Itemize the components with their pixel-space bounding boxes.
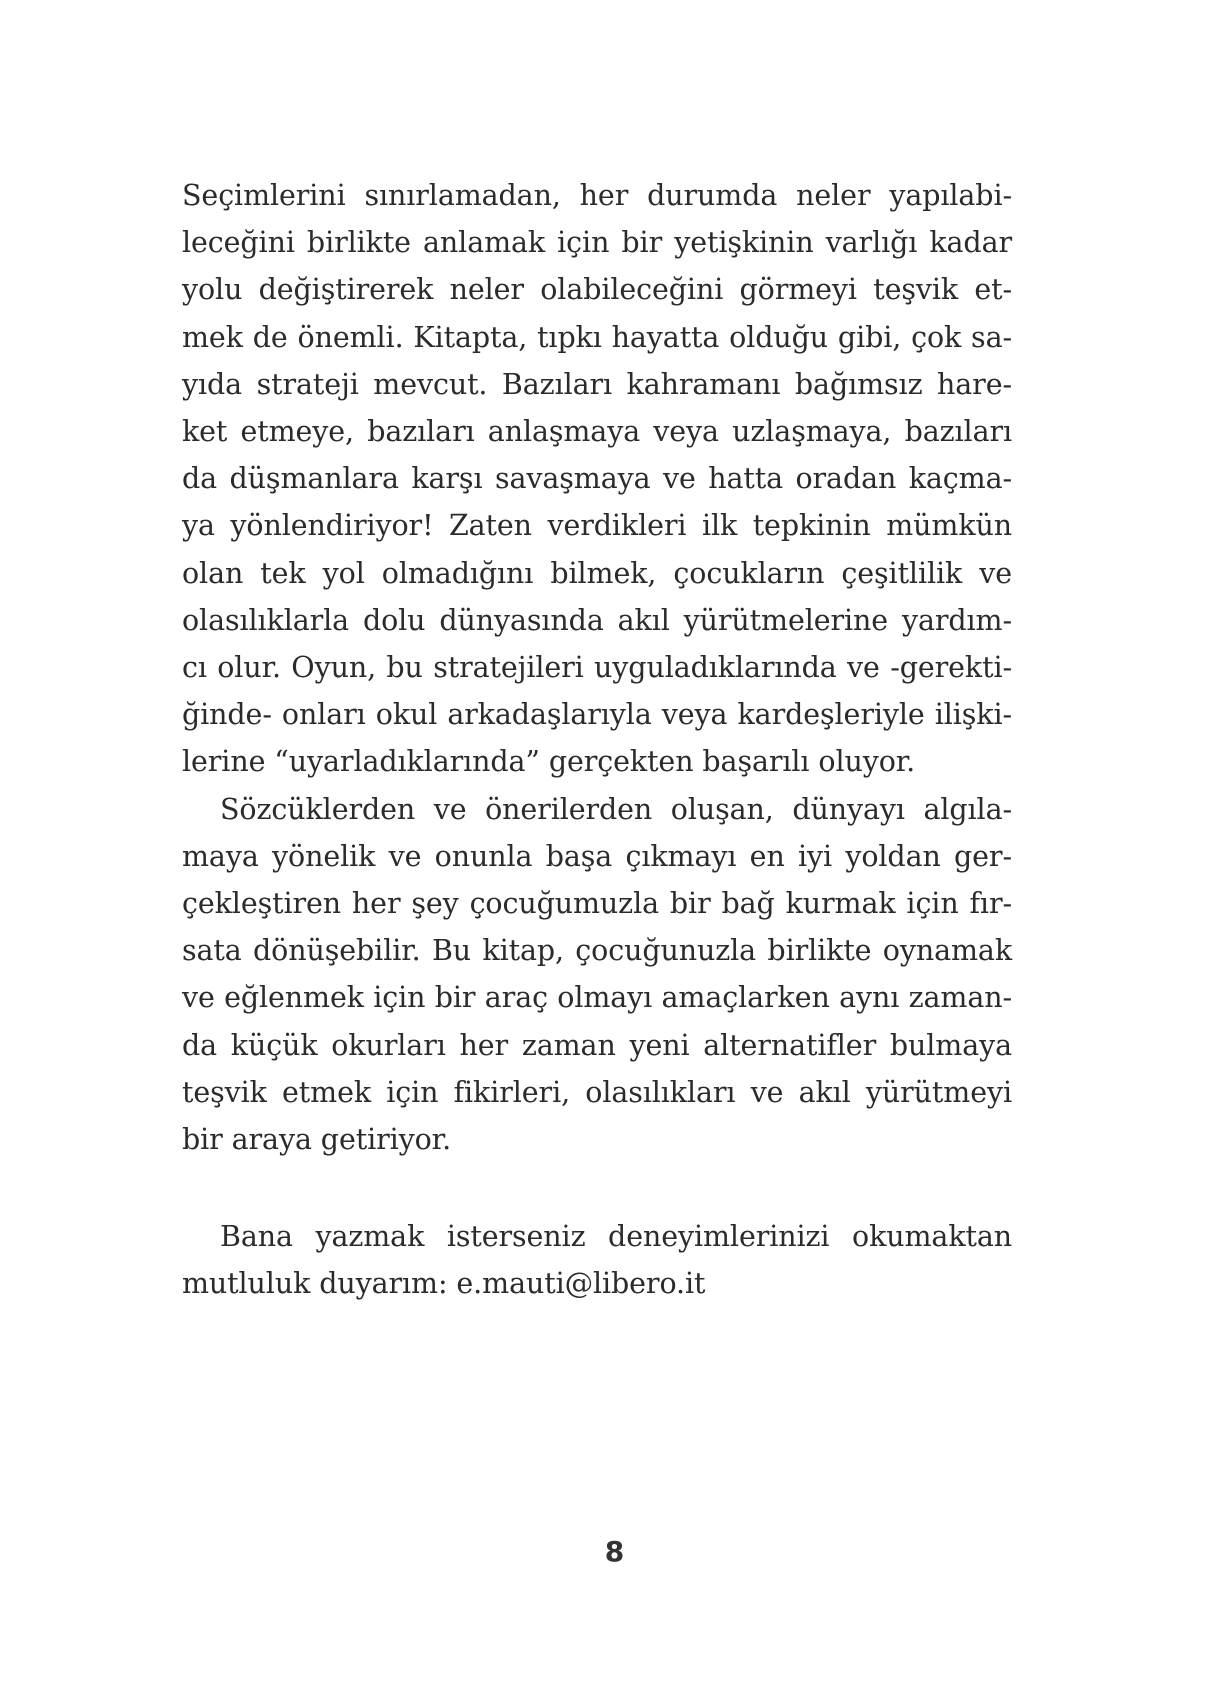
text-line: ve eğlenmek için bir araç olmayı amaçlarken aynı zaman- xyxy=(182,981,1012,1015)
text-line: lerine “uyarladıklarında” gerçekten başarılı oluyor. xyxy=(182,745,916,779)
text-line: bir araya getiriyor. xyxy=(182,1123,452,1157)
paragraph-contact xyxy=(182,1213,1012,1307)
text-line: da küçük okurları her zaman yeni alternatifler bulmaya xyxy=(182,1028,1012,1062)
text-line: cı olur. Oyun, bu stratejileri uyguladıklarında ve -gerekti- xyxy=(182,651,1012,685)
page-number: 8 xyxy=(604,1535,625,1568)
text-line: mek de önemli. Kitapta, tıpkı hayatta olduğu gibi, çok sa- xyxy=(182,320,1012,354)
text-line: yolu değiştirerek neler olabileceğini görmeyi teşvik et- xyxy=(182,273,1012,307)
text-line: da düşmanlara karşı savaşmaya ve hatta oradan kaçma- xyxy=(182,462,1012,496)
paragraph-2 xyxy=(182,786,1012,1164)
text-line: olasılıklarla dolu dünyasında akıl yürütmelerine yardım- xyxy=(182,603,1012,637)
text-line: Bana yazmak isterseniz deneyimlerinizi okumaktan xyxy=(220,1220,1012,1253)
contact-email-line: mutluluk duyarım: e.mauti@libero.it xyxy=(182,1267,706,1301)
paragraph-1 xyxy=(182,172,1012,786)
text-line: ket etmeye, bazıları anlaşmaya veya uzlaşmaya, bazıları xyxy=(182,415,1012,449)
text-line: teşvik etmek için fikirleri, olasılıkları ve akıl yürütmeyi xyxy=(182,1075,1012,1109)
main-text xyxy=(182,172,1012,1163)
text-line: yıda strateji mevcut. Bazıları kahramanı bağımsız hare- xyxy=(182,367,1012,401)
text-line: sata dönüşebilir. Bu kitap, çocuğunuzla birlikte oynamak xyxy=(182,934,1012,968)
text-line: Sözcüklerden ve önerilerden oluşan, dünyayı algıla- xyxy=(220,792,1012,826)
text-line: çekleştiren her şey çocuğumuzla bir bağ kurmak için fır- xyxy=(182,887,1012,921)
text-line: olan tek yol olmadığını bilmek, çocukların çeşitlilik ve xyxy=(182,556,1012,590)
contact-note xyxy=(182,1213,1012,1307)
text-line: Seçimlerini sınırlamadan, her durumda neler yapılabi- xyxy=(182,179,1012,212)
text-line: ğinde- onları okul arkadaşlarıyla veya kardeşleriyle ilişki- xyxy=(182,698,1012,732)
text-line: maya yönelik ve onunla başa çıkmayı en iyi yoldan ger- xyxy=(182,839,1012,873)
text-line: ya yönlendiriyor! Zaten verdikleri ilk tepkinin mümkün xyxy=(182,509,1012,543)
text-line: leceğini birlikte anlamak için bir yetişkinin varlığı kadar xyxy=(182,226,1012,260)
